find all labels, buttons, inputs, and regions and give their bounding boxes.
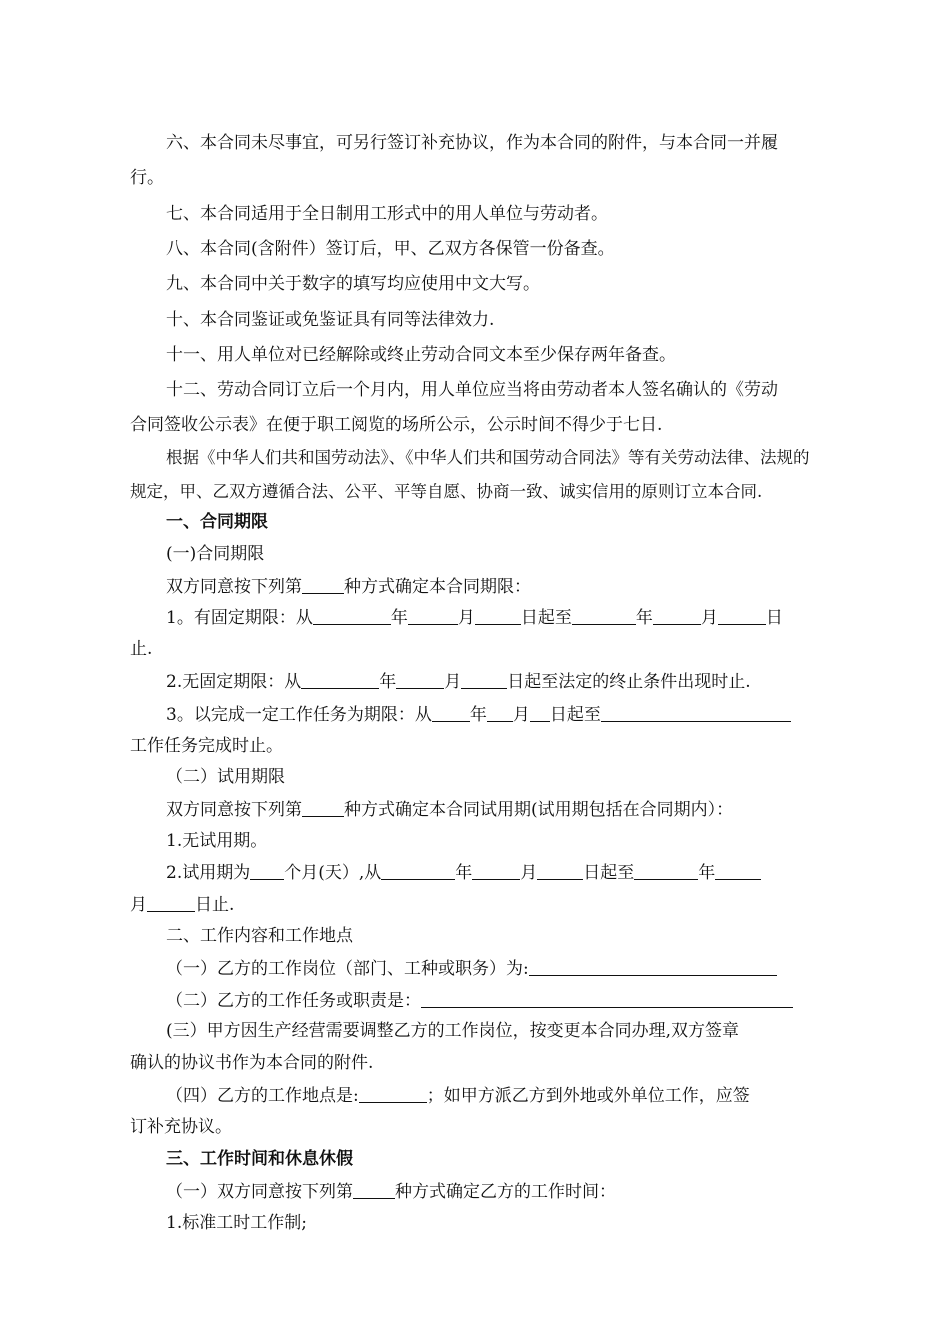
probation-end-month-blank[interactable] bbox=[715, 861, 761, 880]
probation-start-day-blank[interactable] bbox=[537, 861, 583, 880]
task-start-day-blank[interactable] bbox=[530, 703, 550, 722]
work-location-line-2: 订补充协议。 bbox=[130, 1117, 232, 1137]
clause-10: 十、本合同鉴证或免鉴证具有同等法律效力. bbox=[166, 310, 495, 330]
subsection-term: (一)合同期限 bbox=[166, 544, 265, 564]
probation-end-year-blank[interactable] bbox=[634, 861, 698, 880]
clause-7: 七、本合同适用于全日制用工形式中的用人单位与劳动者。 bbox=[166, 204, 608, 224]
section-1-heading: 一、合同期限 bbox=[166, 512, 268, 532]
open-term-line: 2.无固定期限：从 年 月 日起至法定的终止条件出现时止. bbox=[166, 672, 751, 692]
clause-12-line-1: 十二、劳动合同订立后一个月内，用人单位应当将由劳动者本人签名确认的《劳动 bbox=[166, 380, 778, 400]
preamble-line-1: 根据《中华人们共和国劳动法》、《中华人们共和国劳动合同法》等有关劳动法律、法规的 bbox=[166, 448, 810, 467]
work-hours-option-blank[interactable] bbox=[353, 1180, 395, 1199]
clause-6-line-1: 六、本合同未尽事宜，可另行签订补充协议，作为本合同的附件，与本合同一并履 bbox=[166, 133, 778, 153]
position-change-line-2: 确认的协议书作为本合同的附件. bbox=[130, 1053, 374, 1073]
job-position-line: （一）乙方的工作岗位（部门、工种或职务）为: bbox=[166, 957, 777, 980]
fixed-end-day-blank[interactable] bbox=[718, 606, 766, 625]
open-start-year-blank[interactable] bbox=[301, 670, 379, 689]
work-location-line: （四）乙方的工作地点是: ；如甲方派乙方到外地或外单位工作，应签 bbox=[166, 1086, 750, 1106]
task-term-line-2: 工作任务完成时止。 bbox=[130, 736, 283, 756]
clause-8: 八、本合同(含附件）签订后，甲、乙双方各保管一份备查。 bbox=[166, 239, 615, 259]
job-duties-blank[interactable] bbox=[421, 989, 793, 1008]
probation-period-line-2: 月 日止. bbox=[130, 895, 235, 915]
job-position-blank[interactable] bbox=[529, 957, 777, 976]
open-start-day-blank[interactable] bbox=[461, 670, 507, 689]
section-3-heading: 三、工作时间和休息休假 bbox=[166, 1149, 353, 1169]
position-change-line-1: (三）甲方因生产经营需要调整乙方的工作岗位，按变更本合同办理,双方签章 bbox=[166, 1021, 740, 1041]
clause-9: 九、本合同中关于数字的填写均应使用中文大写。 bbox=[166, 274, 540, 294]
probation-option-line: 双方同意按下列第 种方式确定本合同试用期(试用期包括在合同期内）： bbox=[166, 800, 734, 820]
fixed-start-year-blank[interactable] bbox=[313, 606, 391, 625]
probation-end-day-blank[interactable] bbox=[147, 893, 195, 912]
fixed-start-month-blank[interactable] bbox=[408, 606, 458, 625]
clause-6-line-2: 行。 bbox=[130, 168, 164, 188]
job-duties-line: （二）乙方的工作任务或职责是： bbox=[166, 989, 793, 1012]
fixed-term-line: 1。有固定期限：从 年 月 日起至 年 月 日 bbox=[166, 608, 783, 628]
probation-start-month-blank[interactable] bbox=[472, 861, 520, 880]
fixed-end-month-blank[interactable] bbox=[653, 606, 701, 625]
probation-option-blank[interactable] bbox=[302, 798, 344, 817]
preamble-line-2: 规定，甲、乙双方遵循合法、公平、平等自愿、协商一致、诚实信用的原则订立本合同. bbox=[130, 482, 763, 501]
fixed-start-day-blank[interactable] bbox=[475, 606, 521, 625]
fixed-term-line-2: 止. bbox=[130, 639, 153, 659]
work-hours-option-line: （一）双方同意按下列第 种方式确定乙方的工作时间： bbox=[166, 1182, 616, 1202]
task-start-month-blank[interactable] bbox=[487, 703, 513, 722]
clause-12-line-2: 合同签收公示表》在便于职工阅览的场所公示，公示时间不得少于七日. bbox=[130, 415, 663, 435]
probation-period-line: 2.试用期为 个月(天）,从 年 月 日起至 年 bbox=[166, 861, 761, 884]
term-option-line: 双方同意按下列第 种方式确定本合同期限： bbox=[166, 577, 531, 597]
probation-months-blank[interactable] bbox=[250, 861, 284, 880]
term-option-blank[interactable] bbox=[302, 575, 344, 594]
open-start-month-blank[interactable] bbox=[396, 670, 444, 689]
standard-hours-line: 1.标准工时工作制; bbox=[166, 1213, 307, 1233]
task-term-line: 3。以完成一定工作任务为期限：从 年 月 日起至 bbox=[166, 703, 791, 726]
section-2-heading: 二、工作内容和工作地点 bbox=[166, 926, 353, 946]
work-location-blank[interactable] bbox=[359, 1084, 427, 1103]
task-start-year-blank[interactable] bbox=[432, 703, 470, 722]
task-end-blank[interactable] bbox=[601, 703, 791, 722]
probation-start-year-blank[interactable] bbox=[381, 861, 455, 880]
fixed-end-year-blank[interactable] bbox=[572, 606, 636, 625]
no-probation-line: 1.无试用期。 bbox=[166, 831, 268, 851]
subsection-probation: （二）试用期限 bbox=[166, 767, 285, 787]
clause-11: 十一、用人单位对已经解除或终止劳动合同文本至少保存两年备查。 bbox=[166, 345, 676, 365]
